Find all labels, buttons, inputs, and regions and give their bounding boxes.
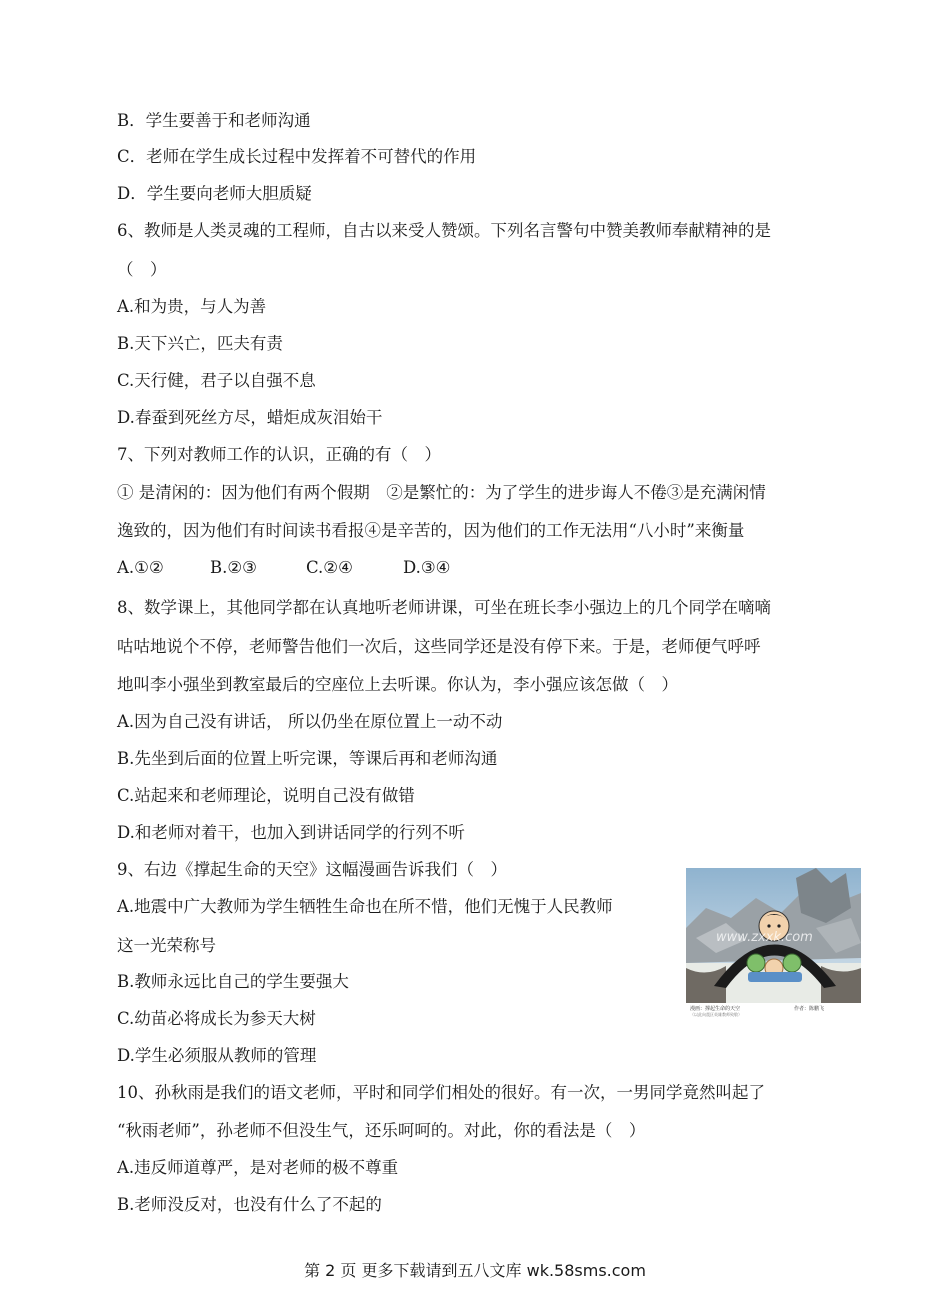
q8-option-d: D.和老师对着干，也加入到讲话同学的行列不听 [117,823,465,842]
q7-statements-2: 逸致的，因为他们有时间读书看报④是辛苦的，因为他们的工作无法用“八小时”来衡量 [117,521,745,540]
q5-option-b: B．学生要善于和老师沟通 [117,111,311,130]
cartoon-image [686,868,861,1020]
q5-option-d: D．学生要向老师大胆质疑 [117,184,312,203]
cartoon-caption-sub: （以此向震区英雄教师致敬） [690,1012,742,1017]
q8-stem-3: 地叫李小强坐到教室最后的空座位上去听课。你认为，李小强应该怎做（ ） [117,675,678,694]
q9-option-c: C.幼苗必将成长为参天大树 [117,1009,316,1028]
cartoon-caption-right: 作者：陈鹏飞 [794,1006,825,1012]
cartoon-watermark: www.zxxk.com [716,930,813,945]
q7-option-d: D.③④ [403,558,451,577]
q9-option-a: A.地震中广大教师为学生牺牲生命也在所不惜，他们无愧于人民教师 [117,897,613,916]
q7-stem: 7、下列对教师工作的认识，正确的有（ ） [117,445,441,464]
q7-option-b: B.②③ [210,558,257,577]
q10-option-b: B.老师没反对，也没有什么了不起的 [117,1195,382,1214]
q6-blank: （ ） [117,260,167,279]
q9-option-d: D.学生必须服从教师的管理 [117,1046,317,1065]
q7-statements-1: ① 是清闲的：因为他们有两个假期 ②是繁忙的：为了学生的进步诲人不倦③是充满闲情 [117,483,766,502]
q9-option-a-cont: 这一光荣称号 [117,936,216,955]
q7-option-a: A.①② [117,558,164,577]
q10-stem-2: “秋雨老师”，孙老师不但没生气，还乐呵呵的。对此，你的看法是（ ） [117,1121,646,1140]
q8-option-c: C.站起来和老师理论，说明自己没有做错 [117,786,415,805]
q7-options [117,557,450,579]
q8-stem-1: 8、数学课上，其他同学都在认真地听老师讲课，可坐在班长李小强边上的几个同学在嘀嘀 [117,598,771,617]
q8-stem-2: 咕咕地说个不停，老师警告他们一次后，这些同学还是没有停下来。于是，老师便气呼呼 [117,637,761,656]
q6-option-a: A.和为贵，与人为善 [117,297,267,316]
cartoon-caption-left: 漫画：撑起生命的天空 [690,1006,741,1012]
q6-option-d: D.春蚕到死丝方尽，蜡炬成灰泪始干 [117,408,383,427]
q10-stem-1: 10、孙秋雨是我们的语文老师，平时和同学们相处的很好。有一次，一男同学竟然叫起了 [117,1083,765,1102]
q6-stem: 6、教师是人类灵魂的工程师，自古以来受人赞颂。下列名言警句中赞美教师奉献精神的是 [117,221,771,240]
q8-option-b: B.先坐到后面的位置上听完课，等课后再和老师沟通 [117,749,498,768]
page-footer: 第 2 页 更多下载请到五八文库 wk.58sms.com [304,1261,646,1280]
q6-option-b: B.天下兴亡，匹夫有责 [117,334,283,353]
q9-stem: 9、右边《撑起生命的天空》这幅漫画告诉我们（ ） [117,860,507,879]
q7-option-c: C.②④ [306,558,353,577]
q9-option-b: B.教师永远比自己的学生要强大 [117,972,349,991]
q5-option-c: C．老师在学生成长过程中发挥着不可替代的作用 [117,147,477,166]
q8-option-a: A.因为自己没有讲话， 所以仍坐在原位置上一动不动 [117,712,503,731]
q10-option-a: A.违反师道尊严，是对老师的极不尊重 [117,1158,399,1177]
q6-option-c: C.天行健，君子以自强不息 [117,371,316,390]
